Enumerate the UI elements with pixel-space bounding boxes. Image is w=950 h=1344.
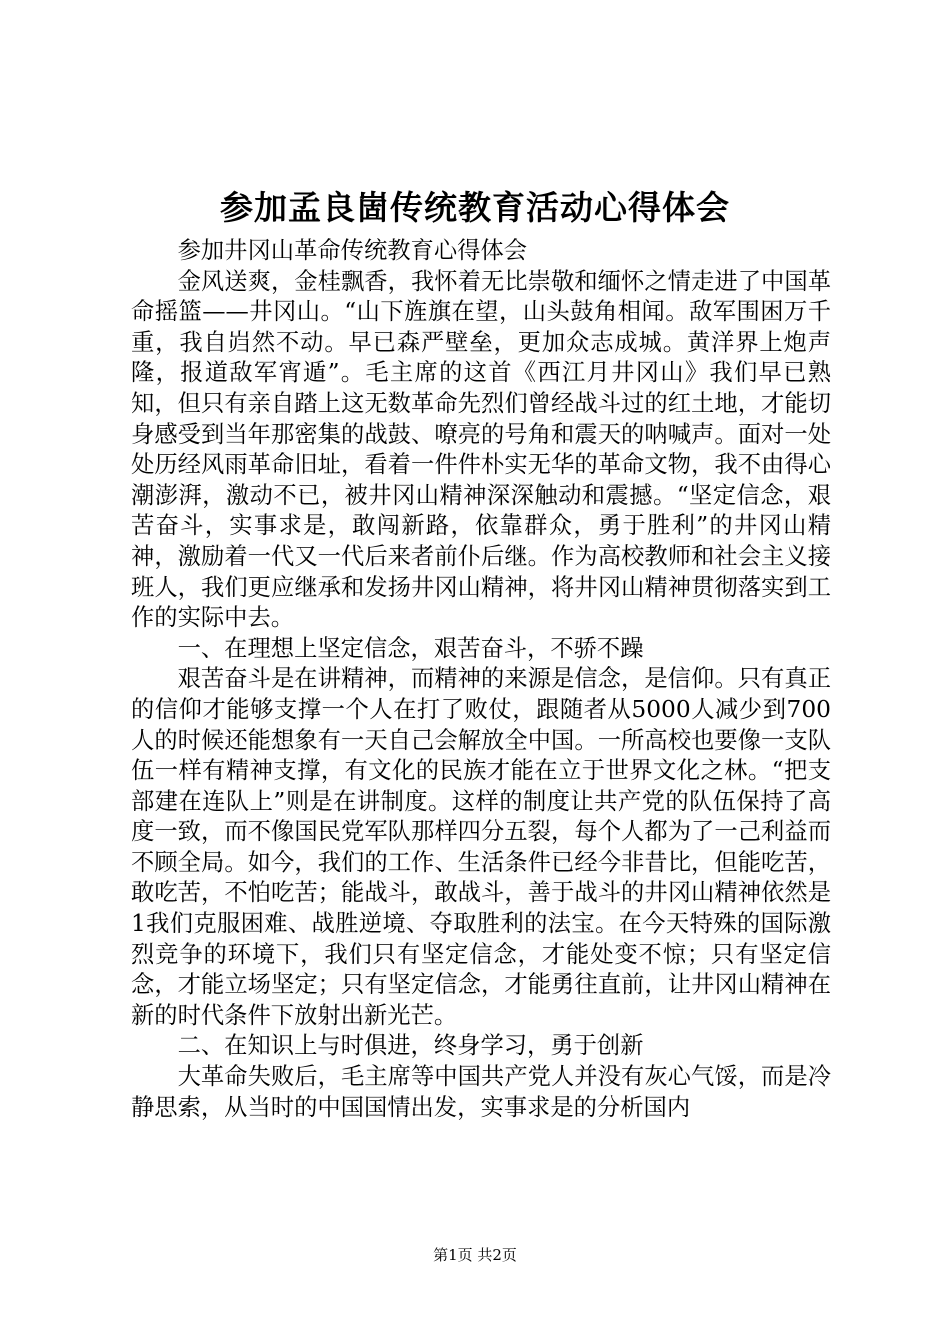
document-body — [131, 236, 831, 1123]
section-heading: 一、在理想上坚定信念，艰苦奋斗，不骄不躁 — [177, 634, 644, 662]
subtitle-paragraph: 参加井冈山革命传统教育心得体会 — [177, 237, 528, 264]
body-paragraph: 金风送爽，金桂飘香，我怀着无比崇敬和缅怀之情走进了中国革命摇篮——井冈山。“山下旌旗在望，山头鼓角相闻。敌军围困万千重，我自岿然不动。早已森严壁垒，更加众志成城。黄洋界上炮声隆，报道敌军宵遁”。毛主席的这首《西江月井冈山》我们早已熟知，但只有亲自踏上这无数革命先烈们曾经战斗过的红土地，才能切身感受到当年那密集的战鼓、嘹亮的号角和震天的呐喊声。面对一处处历经风雨革命旧址，看着一件件朴实无华的革命文物，我不由得心潮澎湃，激动不已，被井冈山精神深深触动和震撼。“坚定信念，艰苦奋斗，实事求是，敢闯新路，依靠群众，勇于胜利”的井冈山精神，激励着一代又一代后来者前仆后继。作为高校教师和社会主义接班人，我们更应继承和发扬井冈山精神，将井冈山精神贯彻落实到工作的实际中去。 — [131, 267, 831, 632]
page-number-footer: 第1页 共2页 — [433, 1246, 517, 1264]
body-paragraph: 大革命失败后，毛主席等中国共产党人并没有灰心气馁，而是冷静思索，从当时的中国国情出发，实事求是的分析国内 — [131, 1063, 831, 1121]
document-title: 参加孟良崮传统教育活动心得体会 — [220, 188, 730, 227]
section-heading: 二、在知识上与时俱进，终身学习，勇于创新 — [177, 1032, 644, 1060]
body-paragraph: 艰苦奋斗是在讲精神，而精神的来源是信念，是信仰。只有真正的信仰才能够支撑一个人在打了败仗，跟随者从5000人减少到700人的时候还能想象有一天自己会解放全中国。一所高校也要像一支队伍一样有精神支撑，有文化的民族才能在立于世界文化之林。“把支部建在连队上”则是在讲制度。这样的制度让共产党的队伍保持了高度一致，而不像国民党军队那样四分五裂，每个人都为了一己利益而不顾全局。如今，我们的工作、生活条件已经今非昔比，但能吃苦，敢吃苦，不怕吃苦；能战斗，敢战斗，善于战斗的井冈山精神依然是1我们克服困难、战胜逆境、夺取胜利的法宝。在今天特殊的国际激烈竞争的环境下，我们只有坚定信念，才能处变不惊；只有坚定信念，才能立场坚定；只有坚定信念，才能勇往直前，让井冈山精神在新的时代条件下放射出新光芒。 — [131, 665, 831, 1029]
